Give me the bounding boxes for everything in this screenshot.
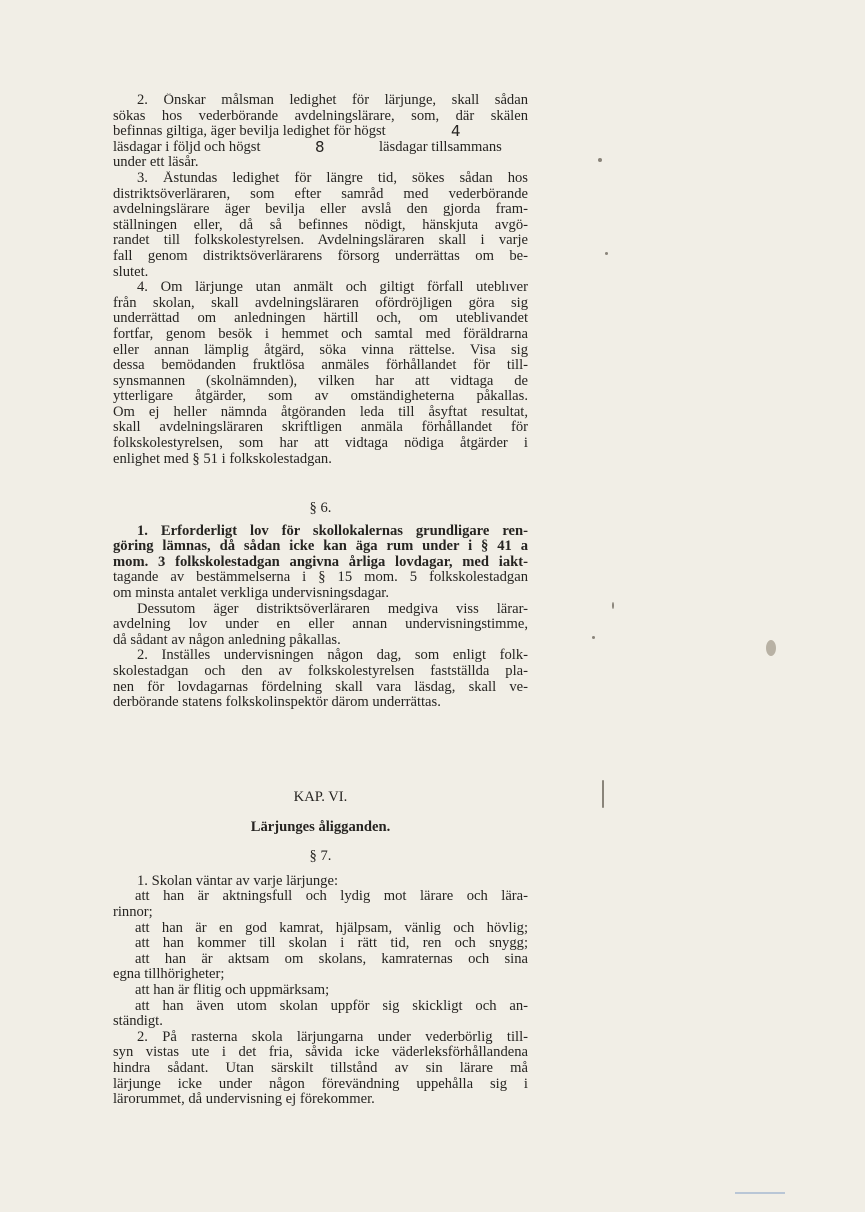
- section-6: [113, 501, 528, 711]
- text-line: slutet.: [113, 264, 149, 280]
- list-item: att han kommer till skolan i rätt tid, ren och snygg;: [135, 936, 528, 952]
- text-line: lärjunge icke under någon förevändning uppehålla sig i: [113, 1076, 528, 1092]
- text-line: 4. Om lärjunge utan anmält och giltigt förfall uteblıver: [137, 280, 528, 296]
- paragraph-7-2: [113, 1030, 528, 1108]
- text-line: rinnor;: [113, 904, 153, 920]
- text-line: 1. Erforderligt lov för skollokalernas grundligare ren-: [137, 523, 528, 539]
- text-line: avdelningslärare äger bevilja eller avslå den gjorda fram-: [113, 202, 528, 218]
- text-line: då sådant av någon anledning påkallas.: [113, 632, 341, 648]
- scan-speck: [766, 640, 776, 656]
- text-line: 2. Inställes undervisningen någon dag, som enligt folk-: [137, 648, 528, 664]
- text-line: randet till folkskolestyrelsen. Avdelningsläraren skall i varje: [113, 233, 528, 249]
- text-line: från skolan, skall avdelningsläraren ofördröjligen göra sig: [113, 295, 528, 311]
- paragraph-5-3: [113, 171, 528, 280]
- section-5-continuation: [113, 93, 528, 467]
- text-line: hindra sådant. Utan särskilt tillstånd av sin lärare må: [113, 1060, 528, 1076]
- text-line: 2. Önskar målsman ledighet för lärjunge, skall sådan: [137, 93, 528, 108]
- text-line: lärorummet, då undervisning ej förekommer.: [113, 1092, 375, 1108]
- paragraph-6-1b: [113, 602, 528, 649]
- text-line: egna tillhörigheter;: [113, 967, 225, 983]
- text-fragment: läsdagar i följd och högst: [113, 139, 261, 155]
- text-line: ständigt.: [113, 1014, 163, 1030]
- text-line: Dessutom äger distriktsöverläraren medgiva viss lärar-: [137, 601, 528, 617]
- scan-speck: [612, 602, 614, 609]
- text-line: göring lämnas, då sådan icke kan äga rum under i § 41 a: [113, 539, 528, 555]
- text-line: [113, 124, 528, 140]
- text-line: [113, 140, 528, 156]
- text-fragment: befinnas giltiga, äger bevilja ledighet för högst: [113, 124, 386, 140]
- text-line: avdelning lov under en eller annan undervisningstimme,: [113, 617, 528, 633]
- scan-speck: [605, 252, 608, 255]
- handwritten-number: 4: [451, 122, 461, 141]
- text-line: 1. Skolan väntar av varje lärjunge:: [137, 873, 338, 889]
- list-item: att han även utom skolan uppför sig skickligt och an-: [135, 998, 528, 1014]
- text-line: tagande av bestämmelserna i § 15 mom. 5 folkskolestadgan: [113, 570, 528, 586]
- edge-mark: [735, 1192, 785, 1194]
- text-line: underrättad om anledningen härtill och, om uteblivandet: [113, 311, 528, 327]
- text-line: om minsta antalet verkliga undervisningsdagar.: [113, 585, 389, 601]
- text-line: skall avdelningsläraren skriftligen anmäla förhållandet för: [113, 420, 528, 436]
- text-line: sökas hos vederbörande avdelningslärare, som, där skälen: [113, 108, 528, 124]
- text-line: skolestadgan och den av folkskolestyrelsen fastställda pla-: [113, 663, 528, 679]
- text-line: nen för lovdagarnas fördelning skall vara läsdag, skall ve-: [113, 679, 528, 695]
- scan-speck: [598, 158, 602, 162]
- text-line: ställningen eller, då så befinnes nödigt, hänskjuta avgö-: [113, 217, 528, 233]
- list-item: att han är en god kamrat, hjälpsam, vänlig och hövlig;: [135, 920, 528, 936]
- text-line: fortfar, genom besök i hemmet och samtal med föräldrarna: [113, 326, 528, 342]
- text-line: dessa bemödanden fruktlösa anmäles förhållandet för till-: [113, 358, 528, 374]
- paragraph-5-4: [113, 280, 528, 467]
- text-fragment: läsdagar tillsammans: [379, 139, 502, 155]
- section-heading: § 7.: [309, 848, 332, 865]
- text-line: 3. Åstundas ledighet för längre tid, sökes sådan hos: [137, 170, 528, 186]
- section-heading: § 6.: [309, 500, 332, 516]
- chapter-6: [113, 790, 528, 1108]
- text-line: distriktsöverläraren, som efter samråd med vederbörande: [113, 186, 528, 202]
- text-line: 2. På rasterna skola lärjungarna under vederbörlig till-: [137, 1029, 528, 1045]
- text-line: derbörande statens folkskolinspektör därom underrättas.: [113, 695, 441, 711]
- paragraph-5-2: [113, 93, 528, 171]
- handwritten-number: 8: [315, 139, 325, 156]
- list-item: att han är aktningsfull och lydig mot lärare och lära-: [135, 889, 528, 905]
- text-line: under ett läsår.: [113, 155, 199, 171]
- text-line: synsmannen (skolnämnden), vilken har att vidtaga de: [113, 373, 528, 389]
- text-line: syn vistas ute i det fria, såvida icke väderleksförhållandena: [113, 1045, 528, 1061]
- paragraph-6-1: [113, 524, 528, 602]
- paragraph-6-2: [113, 648, 528, 710]
- chapter-title: KAP. VI.: [293, 789, 348, 805]
- scan-speck: [592, 636, 595, 639]
- list-item: att han är flitig och uppmärksam;: [135, 982, 330, 998]
- paragraph-7-1: [113, 874, 528, 1030]
- text-line: Om ej heller nämnda åtgöranden leda till åsyftat resultat,: [113, 404, 528, 420]
- text-line: enlighet med § 51 i folkskolestadgan.: [113, 451, 332, 467]
- text-line: fall genom distriktsöverlärarens försorg underrättas om be-: [113, 248, 528, 264]
- text-line: mom. 3 folkskolestadgan angivna årliga lovdagar, med iakt-: [113, 554, 528, 570]
- list-item: att han är aktsam om skolans, kamraternas och sina: [135, 951, 528, 967]
- text-line: folkskolestyrelsen, som har att vidtaga nödiga åtgärder i: [113, 436, 528, 452]
- text-line: ytterligare åtgärder, som av omständigheterna påkallas.: [113, 389, 528, 405]
- chapter-subtitle: Lärjunges åligganden.: [250, 818, 391, 835]
- scan-speck: [602, 780, 604, 808]
- text-line: eller annan lämplig åtgärd, söka vinna rättelse. Visa sig: [113, 342, 528, 358]
